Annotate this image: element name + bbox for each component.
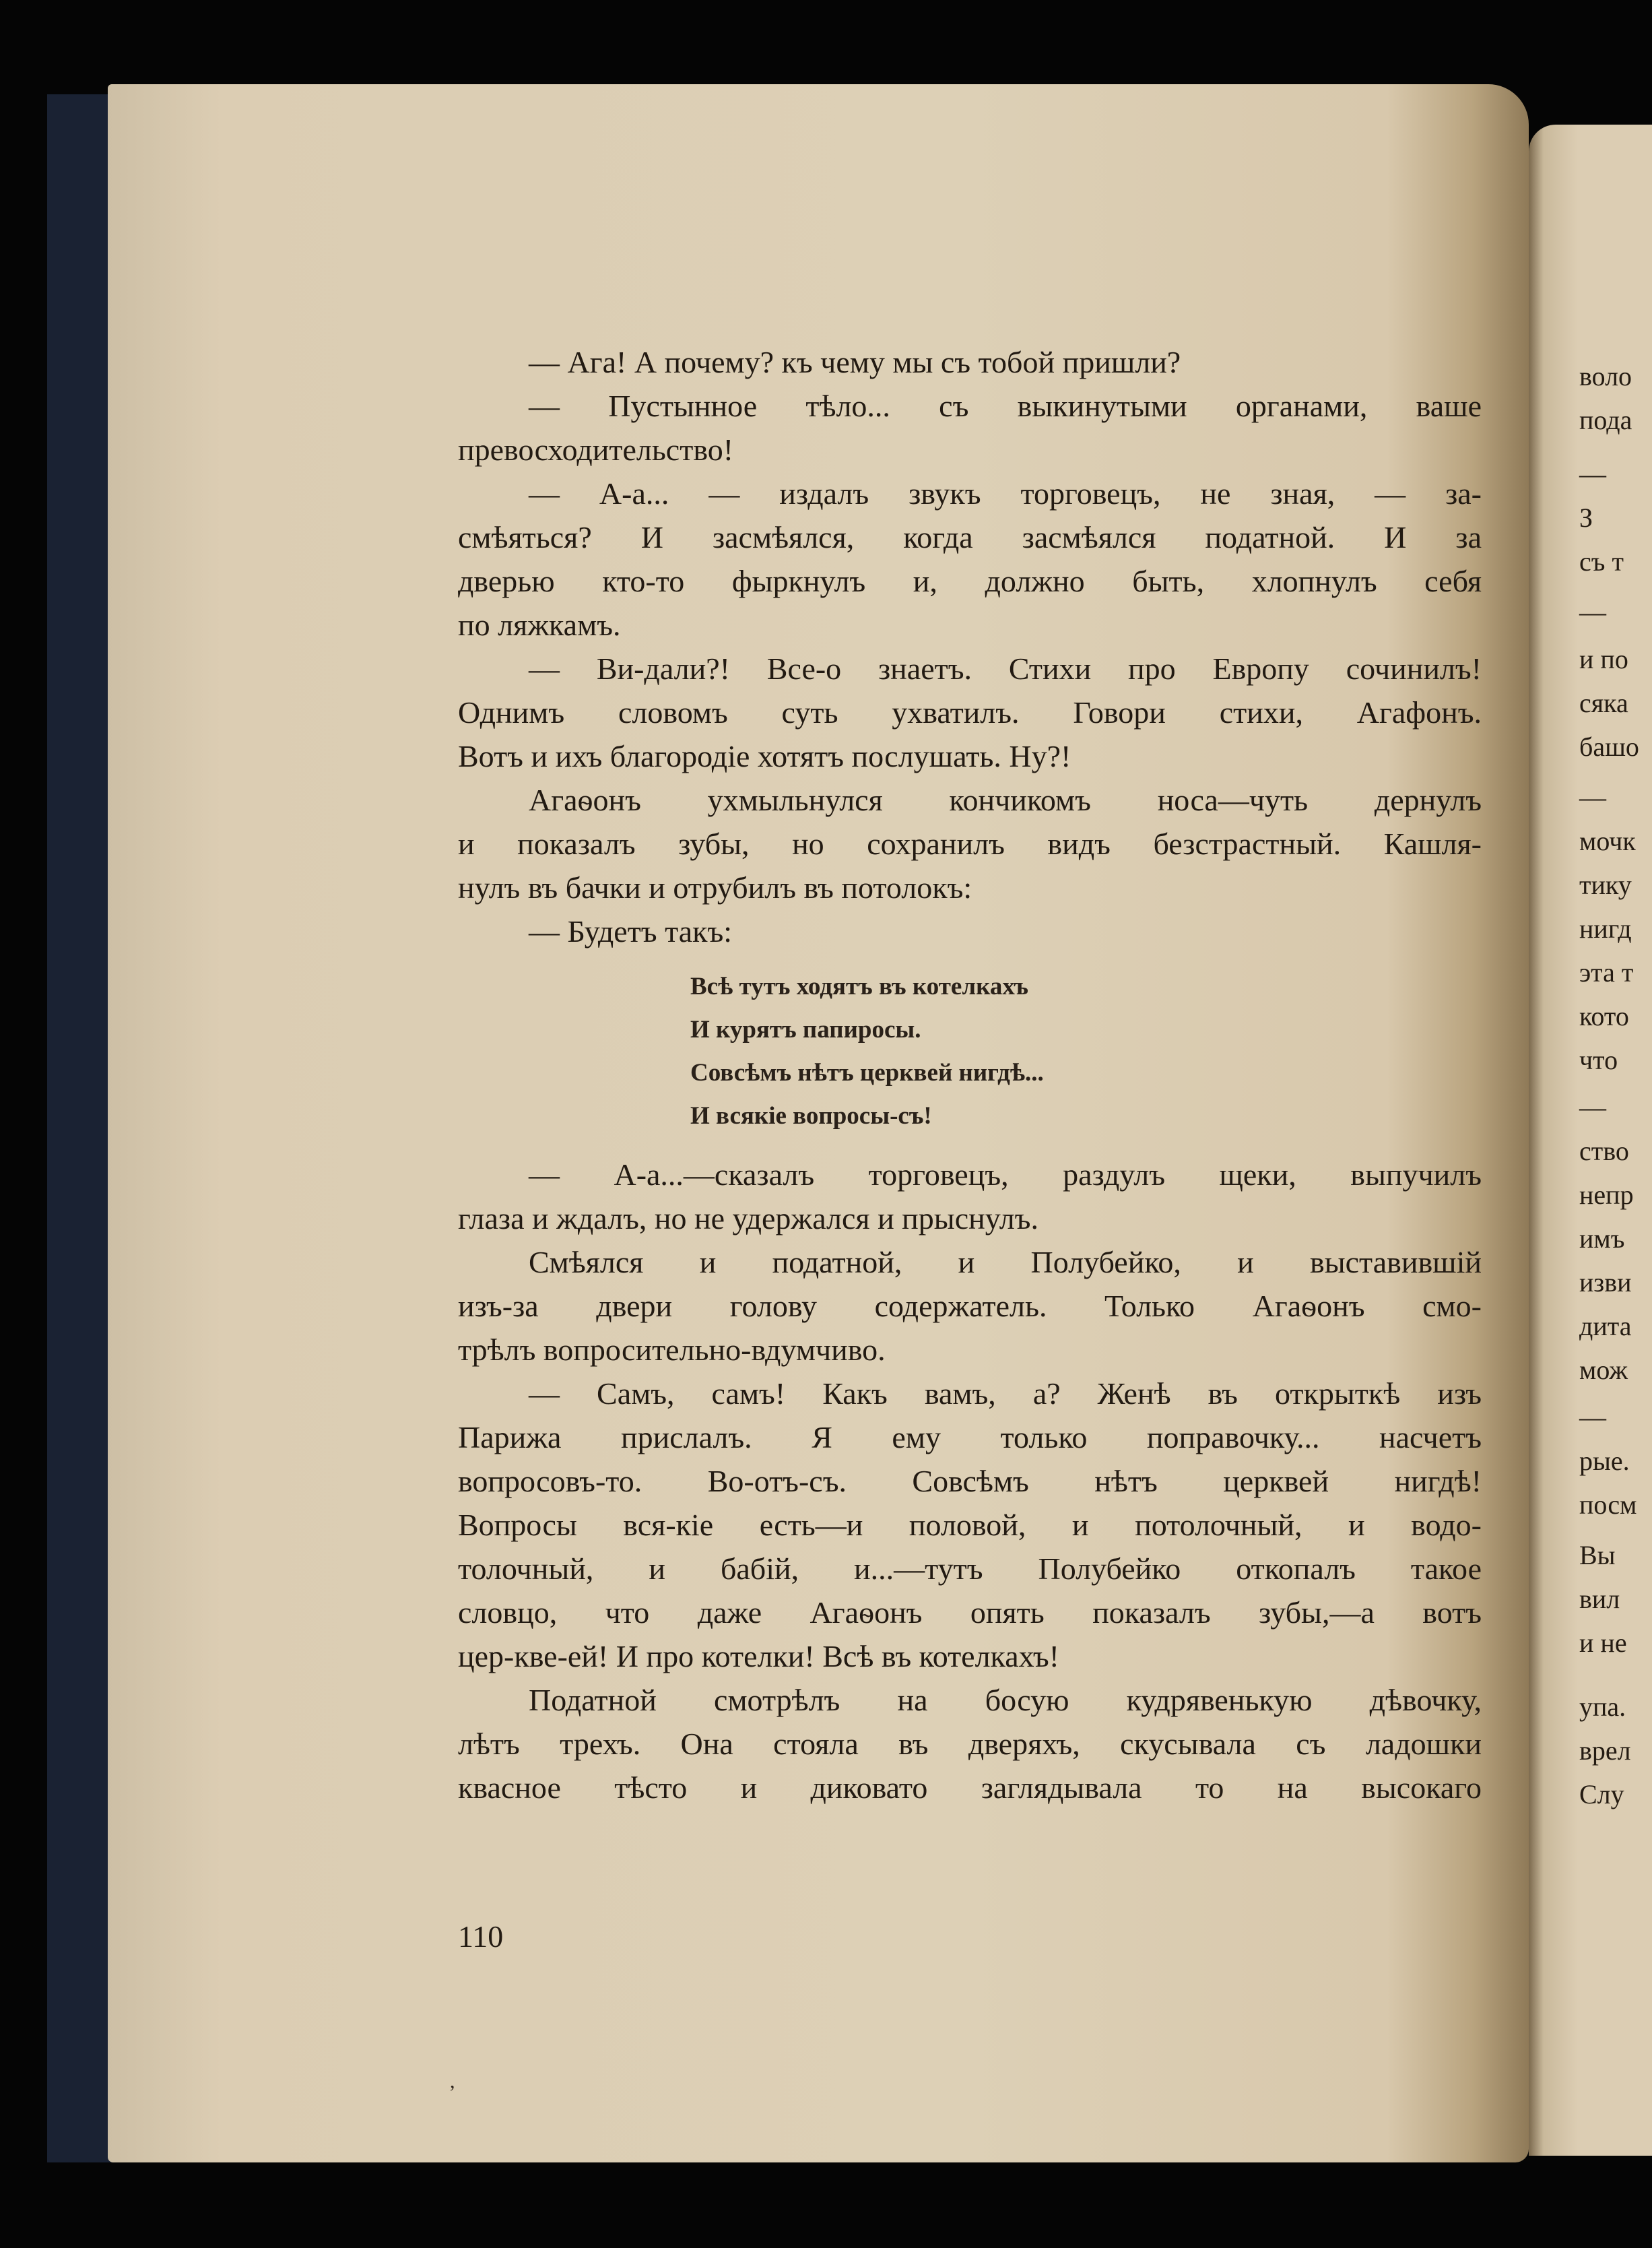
paragraphs-before-poem [458,340,1482,953]
poem-line: И всякіе вопросы-съ! [690,1102,932,1130]
text-line: — А-а... — издалъ звукъ торговецъ, не зная, — за- [529,476,1482,511]
text-line: по ляжкамъ. [458,608,621,642]
right-page-line-fragment: — [1579,782,1606,812]
text-line: толочный, и бабій, и...—тутъ Полубейко откопалъ такое [458,1551,1482,1586]
right-page-line-fragment: — [1579,459,1606,489]
text-line: смѣяться? И засмѣялся, когда засмѣялся податной. И за [458,520,1482,554]
right-page-line-fragment: сяка [1579,688,1628,718]
right-page-line-fragment: врел [1579,1735,1631,1766]
right-page-line-fragment: вил [1579,1584,1620,1614]
text-line: — Будетъ такъ: [529,914,733,949]
text-line: трѣлъ вопросительно-вдумчиво. [458,1332,886,1367]
text-line: дверью кто-то фыркнулъ и, должно быть, хлопнулъ себя [458,564,1482,598]
right-page-line-fragment: нигд [1579,913,1632,944]
text-line: Однимъ словомъ суть ухватилъ. Говори стихи, Агафонъ. [458,695,1482,730]
right-page-line-fragment: мочк [1579,826,1636,856]
text-line: цер-кве-ей! И про котелки! Всѣ въ котелкахъ! [458,1639,1059,1673]
text-line: Агаѳонъ ухмыльнулся кончикомъ носа—чуть дернулъ [529,783,1482,817]
poem [458,953,1482,1153]
text-line: Парижа прислалъ. Я ему только поправочку... насчетъ [458,1420,1482,1454]
right-page-line-fragment: ство [1579,1136,1629,1166]
right-page-line-fragment: эта т [1579,957,1634,988]
right-page-line-fragment: имъ [1579,1223,1625,1254]
text-line: глаза и ждалъ, но не удержался и прыснулъ. [458,1201,1038,1235]
right-page-line-fragment: посм [1579,1489,1637,1520]
text-line: Податной смотрѣлъ на босую кудрявенькую дѣвочку, [529,1683,1482,1717]
poem-line: Всѣ тутъ ходятъ въ котелкахъ [690,973,1028,1000]
right-page-line-fragment: что [1579,1045,1618,1075]
right-page-line-fragment: изви [1579,1267,1632,1297]
text-line: — Ага! А почему? къ чему мы съ тобой пришли? [529,345,1181,379]
text-line: — Пустынное тѣло... съ выкинутыми органами, ваше [529,389,1482,423]
page-text [458,340,1482,1809]
right-page-line-fragment: пода [1579,405,1632,435]
right-page-line-fragment: упа. [1579,1692,1626,1722]
right-page-line-fragment: рые. [1579,1446,1630,1476]
right-page-line-fragment: тику [1579,870,1632,900]
text-line: Смѣялся и податной, и Полубейко, и выставившій [529,1245,1482,1279]
right-page-line-fragment: воло [1579,361,1632,391]
text-line: — Самъ, самъ! Какъ вамъ, а? Женѣ въ открыткѣ изъ [529,1376,1482,1411]
text-line: Вопросы вся-кіе есть—и половой, и потолочный, и водо- [458,1508,1482,1542]
right-page-line-fragment: — [1579,1402,1606,1432]
right-page-line-fragment: — [1579,1092,1606,1122]
right-page-line-fragment: кото [1579,1001,1629,1031]
text-line: Вотъ и ихъ благородіе хотятъ послушать. Ну?! [458,739,1071,773]
poem-line: И курятъ папиросы. [690,1016,921,1043]
text-line: лѣтъ трехъ. Она стояла въ дверяхъ, скусывала съ ладошки [458,1727,1482,1761]
right-page-line-fragment: и не [1579,1628,1627,1658]
right-page-line-fragment: Вы [1579,1540,1616,1570]
right-page-line-fragment: съ т [1579,546,1624,577]
text-line: вопросовъ-то. Во-отъ-съ. Совсѣмъ нѣтъ церквей нигдѣ! [458,1464,1482,1498]
right-page-line-fragment: З [1579,503,1593,533]
text-line: — Ви-дали?! Все-о знаетъ. Стихи про Европу сочинилъ! [529,651,1482,686]
text-line: изъ-за двери голову содержатель. Только Агаѳонъ смо- [458,1289,1482,1323]
poem-line: Совсѣмъ нѣтъ церквей нигдѣ... [690,1059,1044,1087]
text-line: и показалъ зубы, но сохранилъ видъ безстрастный. Кашля- [458,827,1482,861]
right-page-line-fragment: мож [1579,1355,1628,1385]
paragraphs-after-poem [458,1153,1482,1809]
right-page-line-fragment: — [1579,597,1606,627]
text-line: словцо, что даже Агаѳонъ опять показалъ зубы,—а вотъ [458,1595,1482,1630]
text-line: — А-а...—сказалъ торговецъ, раздулъ щеки, выпучилъ [529,1157,1482,1192]
right-page-line-fragment: башо [1579,732,1639,762]
right-page-line-fragment: дита [1579,1311,1632,1341]
page-number: 110 [458,1919,504,1954]
text-line: квасное тѣсто и диковато заглядывала то на высокаго [458,1770,1482,1805]
right-page-line-fragment: Слу [1579,1779,1624,1809]
text-line: нулъ въ бачки и отрубилъ въ потолокъ: [458,870,972,905]
right-page-line-fragment: и по [1579,644,1628,674]
stray-mark: , [450,2070,455,2092]
text-line: превосходительство! [458,432,734,467]
right-page-line-fragment: непр [1579,1180,1634,1210]
